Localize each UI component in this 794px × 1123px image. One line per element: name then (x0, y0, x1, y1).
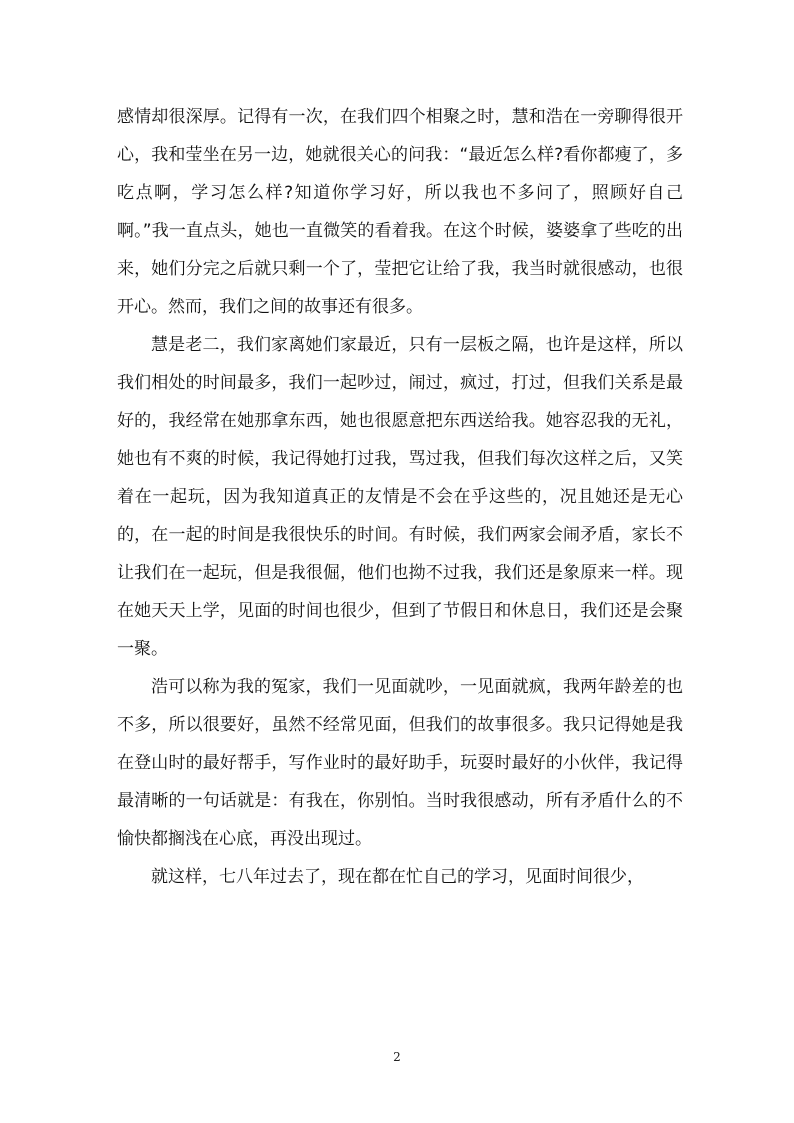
paragraph-1: 感情却很深厚。记得有一次，在我们四个相聚之时，慧和浩在一旁聊得很开心，我和莹坐在另一边，她就很关心的问我：“最近怎么样?看你都瘦了，多吃点啊，学习怎么样?知道你学习好，所以我也不多问了，照顾好自己啊。”我一直点头，她也一直微笑的看着我。在这个时候，婆婆拿了些吃的出来，她们分完之后就只剩一个了，莹把它让给了我，我当时就很感动，也很开心。然而，我们之间的故事还有很多。 (117, 107, 683, 317)
paragraph-4: 就这样，七八年过去了，现在都在忙自己的学习，见面时间很少， (151, 867, 644, 887)
page-number: 2 (393, 1050, 401, 1064)
paragraph-3: 浩可以称为我的冤家，我们一见面就吵，一见面就疯，我两年龄差的也不多，所以很要好，虽然不经常见面，但我们的故事很多。我只记得她是我在登山时的最好帮手，写作业时的最好助手，玩耍时最好的小伙伴，我记得最清晰的一句话就是：有我在，你别怕。当时我很感动，所有矛盾什么的不愉快都搁浅在心底，再没出现过。 (117, 677, 683, 849)
paragraph-2: 慧是老二，我们家离她们家最近，只有一层板之隔，也许是这样，所以我们相处的时间最多，我们一起吵过，闹过，疯过，打过，但我们关系是最好的，我经常在她那拿东西，她也很愿意把东西送给我。她容忍我的无礼，她也有不爽的时候，我记得她打过我，骂过我，但我们每次这样之后，又笑着在一起玩，因为我知道真正的友情是不会在乎这些的，况且她还是无心的，在一起的时间是我很快乐的时间。有时候，我们两家会闹矛盾，家长不让我们在一起玩，但是我很倔，他们也拗不过我，我们还是象原来一样。现在她天天上学，见面的时间也很少，但到了节假日和休息日，我们还是会聚一聚。 (117, 335, 683, 659)
body-text (117, 98, 683, 896)
